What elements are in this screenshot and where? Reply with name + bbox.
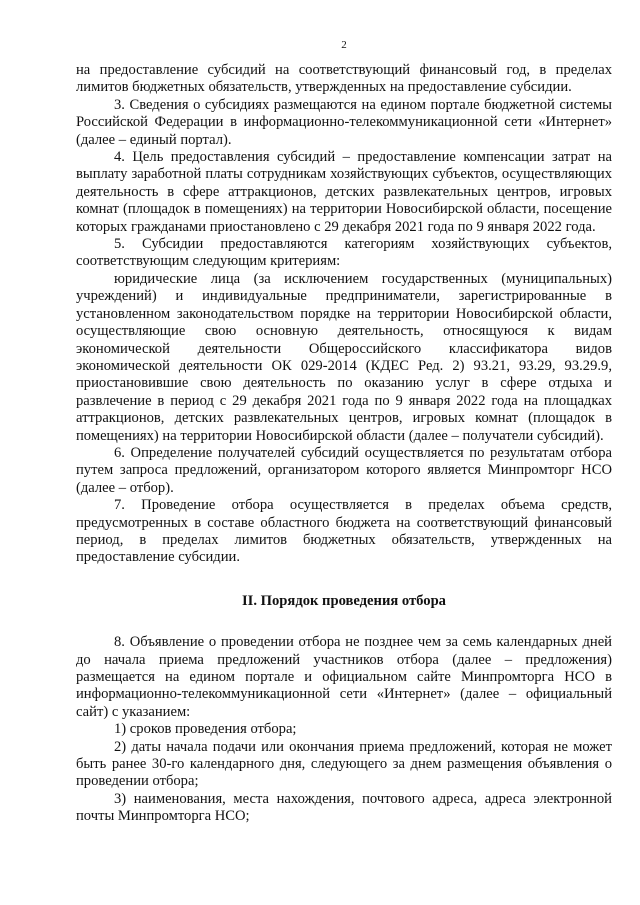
list-item-2: 2) даты начала подачи или окончания приема предложений, которая не может быть ранее 30-го календарного дня, следующего за днем размещения объявления о проведении отбора; — [76, 738, 612, 790]
paragraph-8: 8. Объявление о проведении отбора не позднее чем за семь календарных дней до начала приема предложений участников отбора (далее – предложения) размещается на едином портале и официальном сайте Минпромторга НСО в информационно-телекоммуникационной сети «Интернет» (далее – официальный сайт) с указанием: — [76, 634, 612, 720]
list-item-1: 1) сроков проведения отбора; — [114, 721, 297, 738]
paragraph-7: 7. Проведение отбора осуществляется в пределах объема средств, предусмотренных в составе областного бюджета на соответствующий финансовый период, в пределах лимитов бюджетных обязательств, утвержденных на предоставление субсидии. — [76, 497, 612, 566]
document-body — [76, 62, 612, 826]
paragraph-3: 3. Сведения о субсидиях размещаются на едином портале бюджетной системы Российской Федерации в информационно-телекоммуникационной сети «Интернет» (далее – единый портал). — [76, 96, 612, 148]
paragraph-continuation: на предоставление субсидий на соответствующий финансовый год, в пределах лимитов бюджетных обязательств, утвержденных на предоставление субсидии. — [76, 62, 612, 96]
paragraph-4: 4. Цель предоставления субсидий – предоставление компенсации затрат на выплату заработной платы сотрудникам хозяйствующих субъектов, осуществляющих деятельность в сфере аттракционов, детских развлекательных центров, игровых комнат (площадок в помещениях) на территории Новосибирской области, посещение которых гражданами приостановлено с 29 декабря 2021 года по 9 января 2022 года. — [76, 149, 612, 235]
list-item-3: 3) наименования, места нахождения, почтового адреса, адреса электронной почты Минпромторга НСО; — [76, 790, 612, 825]
paragraph-5: 5. Субсидии предоставляются категориям хозяйствующих субъектов, соответствующим следующим критериям: — [76, 236, 612, 270]
paragraph-6: 6. Определение получателей субсидий осуществляется по результатам отбора путем запроса предложений, организатором которого является Минпромторг НСО (далее – отбор). — [76, 444, 612, 496]
paragraph-5-criteria: юридические лица (за исключением государственных (муниципальных) учреждений) и индивидуальные предприниматели, зарегистрированные в установленном законодательством порядке на территории Новосибирской области, осуществляющие свою основную деятельность, относящуюся к видам экономической деятельности Общероссийского классификатора видов экономической деятельности ОК 029-2014 (КДЕС Ред. 2) 93.21, 93.29, 93.29.9, приостановившие свою деятельность по оказанию услуг в сфере отдыха и развлечение в период с 29 декабря 2021 года по 9 января 2022 года на площадках аттракционов, детских развлекательных центров, игровых комнат (площадок в помещениях) на территории Новосибирской области (далее – получатели субсидий). — [76, 270, 612, 444]
section-heading: II. Порядок проведения отбора — [242, 592, 446, 609]
page-number: 2 — [341, 39, 347, 51]
